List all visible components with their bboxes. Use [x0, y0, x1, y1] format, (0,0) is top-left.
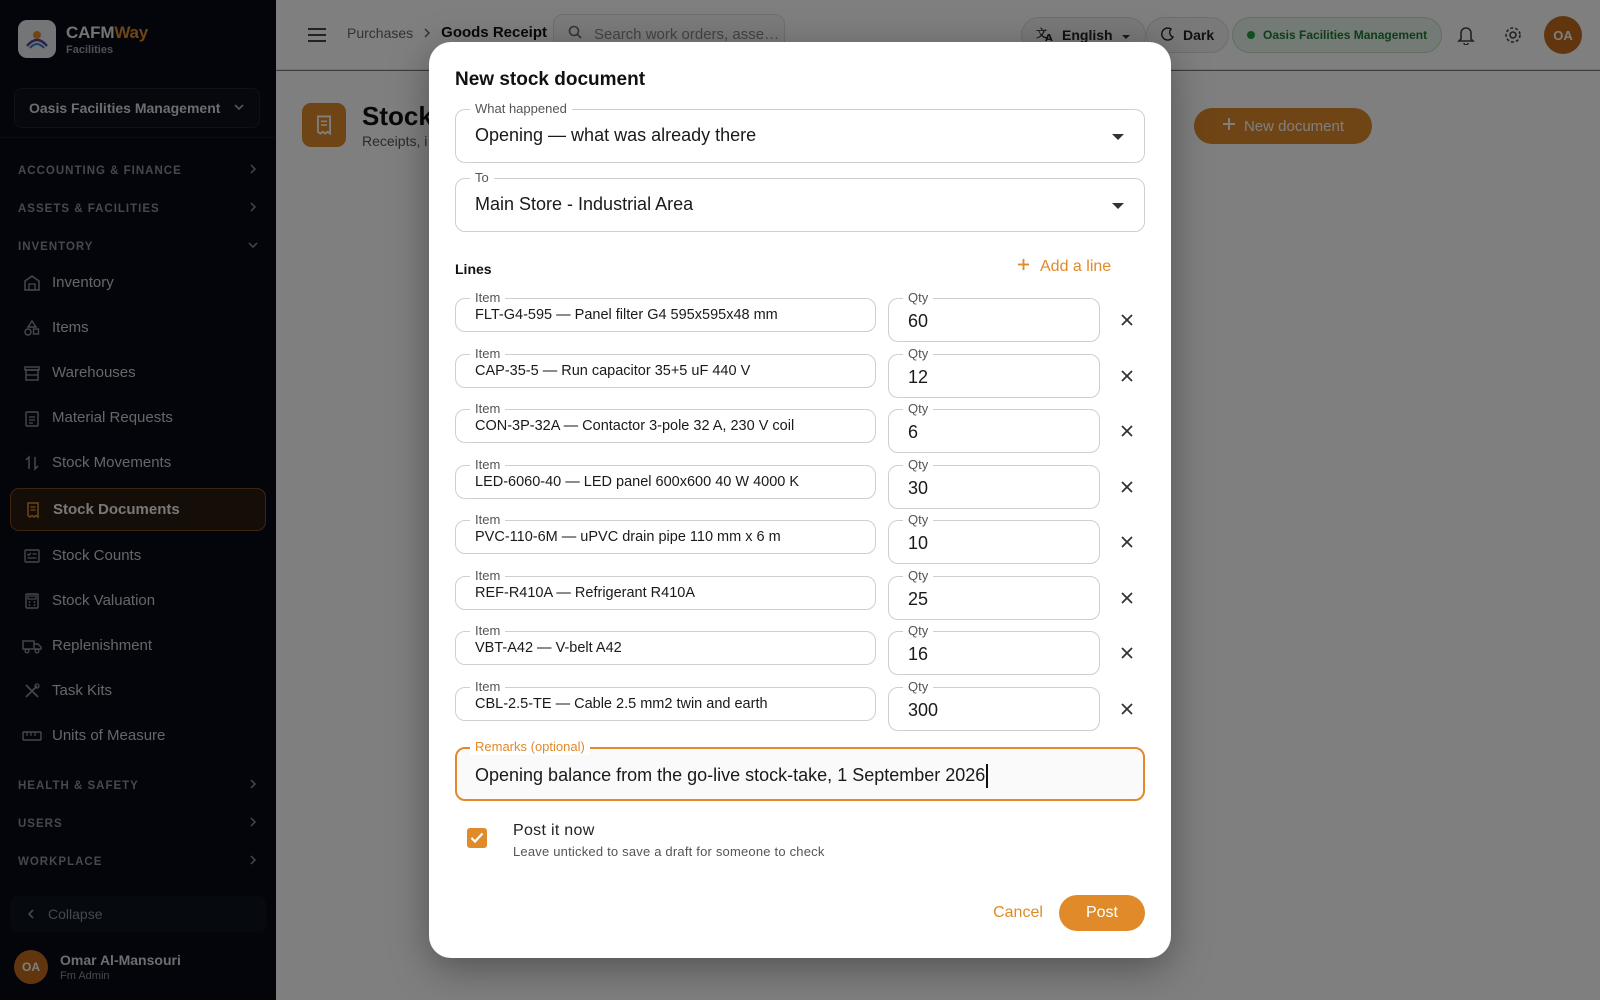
qty-field[interactable]: [888, 623, 1100, 675]
item-value: LED-6060-40 — LED panel 600x600 40 W 4000 K: [475, 474, 800, 490]
remarks-field[interactable]: [455, 739, 1145, 801]
post-now-checkbox[interactable]: [467, 828, 487, 848]
qty-value: 10: [908, 533, 929, 553]
qty-field[interactable]: [888, 679, 1100, 731]
qty-value: 300: [908, 700, 939, 720]
text-cursor: [986, 764, 988, 788]
item-field[interactable]: [455, 457, 876, 499]
item-value: VBT-A42 — V-belt A42: [475, 640, 622, 656]
to-warehouse-select[interactable]: [455, 170, 1145, 232]
item-label: Item: [470, 401, 505, 417]
item-value: PVC-110-6M — uPVC drain pipe 110 mm x 6 m: [475, 529, 781, 545]
qty-field[interactable]: [888, 290, 1100, 342]
qty-label: Qty: [903, 457, 933, 473]
post-button[interactable]: Post: [1059, 895, 1145, 931]
post-now-hint: Leave unticked to save a draft for someone to check: [513, 844, 825, 859]
item-label: Item: [470, 512, 505, 528]
dialog-title: New stock document: [455, 69, 646, 90]
line-row: [455, 348, 1145, 392]
qty-field[interactable]: [888, 512, 1100, 564]
what-happened-value: Opening — what was already there: [475, 125, 757, 145]
line-row: [455, 681, 1145, 725]
to-value: Main Store - Industrial Area: [475, 194, 694, 214]
item-field[interactable]: [455, 346, 876, 388]
qty-label: Qty: [903, 290, 933, 306]
qty-label: Qty: [903, 568, 933, 584]
qty-label: Qty: [903, 346, 933, 362]
item-value: CON-3P-32A — Contactor 3-pole 32 A, 230 V coil: [475, 418, 795, 434]
close-icon[interactable]: [1115, 308, 1139, 332]
caret-down-icon: [1112, 134, 1124, 140]
close-icon[interactable]: [1115, 475, 1139, 499]
add-line-button[interactable]: [1017, 258, 1111, 276]
qty-field[interactable]: [888, 568, 1100, 620]
item-label: Item: [470, 679, 505, 695]
qty-value: 16: [908, 644, 929, 664]
cancel-button[interactable]: Cancel: [993, 904, 1043, 921]
close-icon[interactable]: [1115, 586, 1139, 610]
to-label: To: [470, 170, 494, 186]
close-icon[interactable]: [1115, 419, 1139, 443]
item-value: FLT-G4-595 — Panel filter G4 595x595x48 mm: [475, 307, 778, 323]
item-field[interactable]: [455, 401, 876, 443]
item-value: CBL-2.5-TE — Cable 2.5 mm2 twin and earth: [475, 696, 768, 712]
item-value: CAP-35-5 — Run capacitor 35+5 uF 440 V: [475, 363, 751, 379]
remarks-label: Remarks (optional): [470, 739, 590, 755]
what-happened-select[interactable]: [455, 101, 1145, 163]
qty-label: Qty: [903, 401, 933, 417]
new-stock-document-dialog: [429, 42, 1171, 958]
item-field[interactable]: [455, 623, 876, 665]
qty-field[interactable]: [888, 346, 1100, 398]
line-row: [455, 570, 1145, 614]
add-line-label: Add a line: [1040, 258, 1112, 275]
item-label: Item: [470, 623, 505, 639]
item-field[interactable]: [455, 568, 876, 610]
close-icon[interactable]: [1115, 364, 1139, 388]
what-happened-label: What happened: [470, 101, 572, 117]
item-label: Item: [470, 568, 505, 584]
line-row: [455, 459, 1145, 503]
close-icon[interactable]: [1115, 530, 1139, 554]
qty-field[interactable]: [888, 457, 1100, 509]
qty-label: Qty: [903, 679, 933, 695]
remarks-value-wrap: [475, 764, 988, 788]
qty-field[interactable]: [888, 401, 1100, 453]
item-label: Item: [470, 346, 505, 362]
caret-down-icon: [1112, 203, 1124, 209]
qty-value: 12: [908, 367, 929, 387]
line-row: [455, 625, 1145, 669]
post-now-label: Post it now: [513, 822, 595, 839]
qty-value: 6: [908, 422, 919, 442]
item-value: REF-R410A — Refrigerant R410A: [475, 585, 696, 601]
item-field[interactable]: [455, 679, 876, 721]
qty-value: 30: [908, 478, 929, 498]
qty-label: Qty: [903, 512, 933, 528]
qty-value: 25: [908, 589, 929, 609]
item-label: Item: [470, 457, 505, 473]
item-label: Item: [470, 290, 505, 306]
line-row: [455, 514, 1145, 558]
close-icon[interactable]: [1115, 697, 1139, 721]
qty-label: Qty: [903, 623, 933, 639]
qty-value: 60: [908, 311, 929, 331]
line-row: [455, 403, 1145, 447]
remarks-value: Opening balance from the go-live stock-take, 1 September 2026: [475, 764, 986, 785]
item-field[interactable]: [455, 290, 876, 332]
close-icon[interactable]: [1115, 641, 1139, 665]
line-row: [455, 292, 1145, 336]
plus-icon: [1017, 258, 1030, 276]
item-field[interactable]: [455, 512, 876, 554]
lines-heading: Lines: [455, 261, 492, 277]
